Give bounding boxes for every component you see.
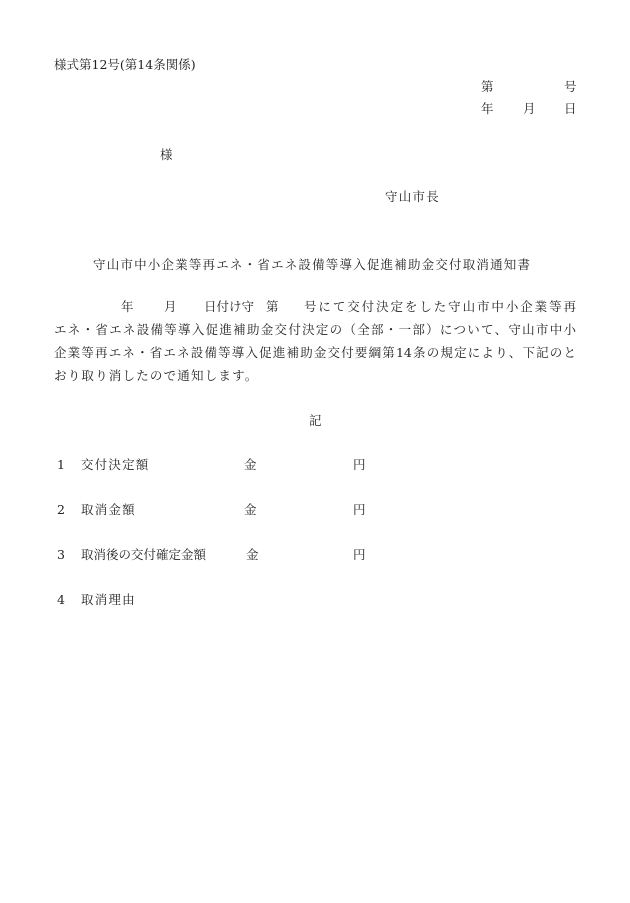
- doc-number-prefix: 第: [481, 79, 494, 94]
- item-number: 1: [57, 457, 65, 472]
- item-label: 取消理由: [81, 592, 136, 607]
- item-kin: 金: [244, 502, 257, 517]
- date-day: 日: [564, 101, 577, 116]
- item-label: 取消後の交付確定金額: [81, 547, 207, 562]
- date-year: 年: [481, 101, 494, 116]
- body-line2: エネ・省エネ設備等導入促進補助金交付決定の（全部・一部）について、守山市中小: [54, 322, 576, 337]
- doc-number-suffix: 号: [564, 79, 577, 94]
- item-yen: 円: [353, 547, 366, 562]
- body-line4: おり取り消したので通知します。: [54, 368, 259, 383]
- body-line1-rest: 号にて交付決定をした守山市中小企業等再: [304, 299, 576, 314]
- item-number: 4: [57, 592, 65, 607]
- body-line3: 企業等再エネ・省エネ設備等導入促進補助金交付要綱第14条の規定により、下記のと: [54, 345, 576, 360]
- item-kin: 金: [246, 547, 259, 562]
- body-year: 年: [121, 299, 134, 314]
- document-title: 守山市中小企業等再エネ・省エネ設備等導入促進補助金交付取消通知書: [93, 257, 530, 272]
- body-day: 日付け守: [204, 299, 255, 314]
- addressee-suffix: 様: [160, 147, 173, 162]
- form-label: 様式第12号(第14条関係): [54, 57, 196, 72]
- body-dai: 第: [266, 299, 279, 314]
- item-number: 3: [57, 547, 65, 562]
- item-kin: 金: [244, 457, 257, 472]
- date-month: 月: [523, 101, 536, 116]
- body-month: 月: [164, 299, 177, 314]
- item-yen: 円: [353, 457, 366, 472]
- item-label: 取消金額: [81, 502, 136, 517]
- ki-heading: 記: [309, 413, 322, 428]
- item-number: 2: [57, 502, 65, 517]
- item-label: 交付決定額: [81, 457, 150, 472]
- item-yen: 円: [353, 502, 366, 517]
- sender: 守山市長: [385, 189, 440, 204]
